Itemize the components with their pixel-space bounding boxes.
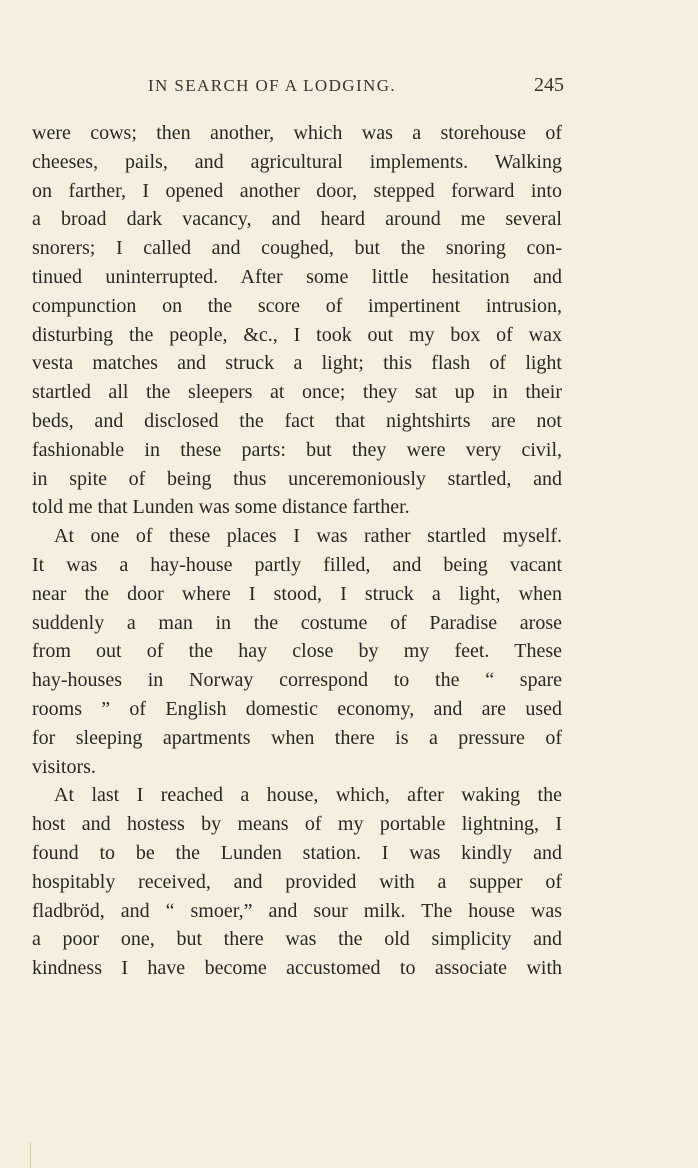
- text-line: beds, and disclosed the fact that nightshirts are not: [32, 409, 562, 432]
- text-line: startled all the sleepers at once; they sat up in their: [32, 381, 562, 404]
- text-line: kindness I have become accustomed to associate with: [32, 957, 562, 980]
- text-line: cheeses, pails, and agricultural implements. Walking: [32, 150, 562, 173]
- text-line: hay-houses in Norway correspond to the “ spare: [32, 669, 562, 692]
- text-line: in spite of being thus unceremoniously startled, and: [32, 467, 562, 490]
- text-line: snorers; I called and coughed, but the snoring con-: [32, 237, 562, 260]
- text-line: host and hostess by means of my portable lightning, I: [32, 813, 562, 836]
- text-line: a broad dark vacancy, and heard around me several: [32, 208, 562, 231]
- text-line: fladbröd, and “ smoer,” and sour milk. The house was: [32, 899, 562, 922]
- text-line: compunction on the score of impertinent intrusion,: [32, 294, 562, 317]
- text-line: for sleeping apartments when there is a pressure of: [32, 726, 562, 749]
- text-line: hospitably received, and provided with a supper of: [32, 870, 562, 893]
- text-line: suddenly a man in the costume of Paradise arose: [32, 611, 562, 634]
- text-line: were cows; then another, which was a storehouse of: [32, 122, 562, 144]
- text-line: a poor one, but there was the old simplicity and: [32, 928, 562, 951]
- text-line: disturbing the people, &c., I took out my box of wax: [32, 323, 562, 346]
- paragraph-end-line: visitors.: [32, 755, 96, 778]
- page-edge-mark: [30, 1142, 31, 1168]
- text-line: on farther, I opened another door, stepped forward into: [32, 179, 562, 202]
- text-line: fashionable in these parts: but they were very civil,: [32, 438, 562, 461]
- text-line: It was a hay-house partly filled, and being vacant: [32, 553, 562, 576]
- running-title: IN SEARCH OF A LODGING.: [148, 76, 397, 95]
- text-line: near the door where I stood, I struck a light, when: [32, 582, 562, 605]
- text-line: found to be the Lunden station. I was kindly and: [32, 841, 562, 864]
- page-number: 245: [534, 74, 564, 96]
- paragraph-start-line: At one of these places I was rather startled myself.: [54, 525, 562, 548]
- paragraph-end-line: told me that Lunden was some distance farther.: [32, 496, 410, 519]
- text-line: vesta matches and struck a light; this flash of light: [32, 352, 562, 375]
- text-line: from out of the hay close by my feet. These: [32, 640, 562, 663]
- paragraph-start-line: At last I reached a house, which, after waking the: [54, 784, 562, 807]
- text-line: rooms ” of English domestic economy, and are used: [32, 697, 562, 720]
- text-line: tinued uninterrupted. After some little hesitation and: [32, 265, 562, 288]
- body-text: [32, 119, 562, 983]
